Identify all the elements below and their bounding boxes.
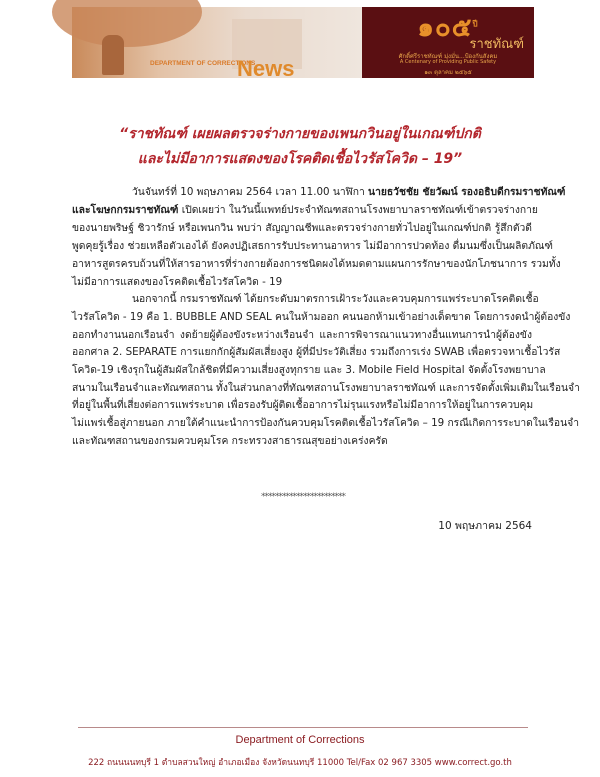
- banner-dome-graphic: [52, 0, 202, 47]
- spokesperson-title: และโฆษกกรมราชทัณฑ์: [72, 204, 179, 216]
- headline-line-1: “ราชทัณฑ์ เผยผลตรวจร่างกายของเพนกวินอยู่ในเกณฑ์ปกติ: [119, 126, 481, 142]
- para2-line: ไม่แพร่เชื้อสู่ภายนอก ภายใต้คำแนะนำการป้องกันควบคุมโรคติดเชื้อไวรัสโควิด – 19 กรณีเกิดการระบาดในเรือนจำ: [72, 417, 579, 429]
- para1-line: ของนายพริษฐ์ ชิวารักษ์ หรือเพนกวิน พบว่า สัญญาณชีพและตรวจร่างกายทั่วไปอยู่ในเกณฑ์ปกติ รู้สึกตัวดี: [72, 222, 532, 234]
- footer-org-name: Department of Corrections: [235, 734, 365, 746]
- news-label: News: [237, 56, 295, 81]
- para2-line: และทัณฑสถานของกรมควบคุมโรค กระทรวงสาธารณสุขอย่างเคร่งครัด: [72, 435, 388, 447]
- text-span: วันจันทร์ที่ 10 พฤษภาคม 2564 เวลา 11.00 นาฬิกา: [132, 186, 369, 198]
- footer-divider: [78, 727, 528, 728]
- para2-line: ออกทำงานนอกเรือนจำ งดย้ายผู้ต้องขังระหว่างเรือนจำ และการพิจารณาแนวทางอื่นแทนการนำผู้ต้องขัง: [72, 329, 532, 341]
- para1-line: อาหารสูตรครบถ้วนที่ให้สารอาหารที่ร่างกายต้องการชนิดผงได้หมดตามแผนการรักษาของนักโภชนาการ รวมทั้ง: [72, 258, 561, 270]
- logo-word: ราชทัณฑ์: [469, 37, 524, 52]
- release-date: 10 พฤษภาคม 2564: [438, 520, 532, 532]
- para1-line: [72, 203, 538, 217]
- para2-line: ไวรัสโควิด - 19 คือ 1. BUBBLE AND SEAL คนในห้ามออก คนนอกห้ามเข้าอย่างเด็ดขาด โดยการงดนำผู้ต้องขัง: [72, 311, 571, 323]
- centenary-logo: [362, 7, 534, 78]
- para2-line: นอกจากนี้ กรมราชทัณฑ์ ได้ยกระดับมาตรการเฝ้าระวังและควบคุมการแพร่ระบาดโรคติดเชื้อ: [132, 293, 539, 305]
- para1-line: ไม่มีอาการแสดงของโรคติดเชื้อไวรัสโควิด - 19: [72, 276, 283, 288]
- logo-number-text: ๑๐๕: [417, 13, 473, 43]
- para2-line: สนามในเรือนจำและทัณฑสถาน ทั้งในส่วนกลางที่ทัณฑสถานโรงพยาบาลราชทัณฑ์ และการจัดตั้งเพิ่มเติมในเรือนจำ: [72, 382, 580, 394]
- spokesperson-name: นายธวัชชัย ชัยวัฒน์ รองอธิบดีกรมราชทัณฑ์: [368, 186, 566, 198]
- dept-label: DEPARTMENT OF CORRECTIONS: [150, 60, 256, 67]
- logo-year-mark: ปี: [472, 19, 479, 29]
- para2-line: ที่อยู่ในพื้นที่เสี่ยงต่อการแพร่ระบาด เพื่อรองรับผู้ติดเชื้ออาการไม่รุนแรงหรือไม่มีอาการให้อยู่ในการควบคุม: [72, 399, 534, 411]
- para1-line: [132, 185, 566, 199]
- slogan-en: A Centenary of Providing Public Safety: [399, 59, 497, 65]
- header-banner: [72, 7, 534, 81]
- news-banner-image: [72, 7, 362, 81]
- footer-address: 222 ถนนนนทบุรี 1 ตำบลสวนใหญ่ อำเภอเมือง จังหวัดนนทบุรี 11000 Tel/Fax 02 967 3305 www.correct.go.th: [88, 758, 512, 768]
- headline-line-2: และไม่มีอาการแสดงของโรคติดเชื้อไวรัสโควิด – 19”: [137, 151, 463, 167]
- logo-date: ๑๓ ตุลาคม ๒๕๖๕: [424, 69, 472, 76]
- banner-guard-graphic: [102, 35, 124, 75]
- para1-line: พูดคุยรู้เรื่อง ช่วยเหลือตัวเองได้ ยังคงปฏิเสธการรับประทานอาหาร ไม่มีอาการปวดท้อง ดื่มนมซึ่งเป็นผลิตภัณฑ์: [72, 240, 553, 252]
- para2-line: โควิด-19 เชิงรุกในผู้สัมผัสใกล้ชิดที่มีความเสี่ยงสูงทุกราย และ 3. Mobile Field Hospital จัดตั้งโรงพยาบาล: [72, 364, 546, 376]
- para2-line: ออกศาล 2. SEPARATE การแยกกักผู้สัมผัสเสี่ยงสูง ผู้ที่มีประวัติเสี่ยง รวมถึงการเร่ง SWAB เพื่อตรวจหาเชื้อไวรัส: [72, 346, 561, 358]
- slogan-th: ศักดิ์ศรีราชทัณฑ์ มุ่งมั่น...ป้องกันสังคม: [398, 53, 498, 60]
- separator: ************************: [261, 492, 345, 502]
- text-span: เปิดเผยว่า ในวันนี้แพทย์ประจำทัณฑสถานโรงพยาบาลราชทัณฑ์เข้าตรวจร่างกาย: [178, 204, 538, 216]
